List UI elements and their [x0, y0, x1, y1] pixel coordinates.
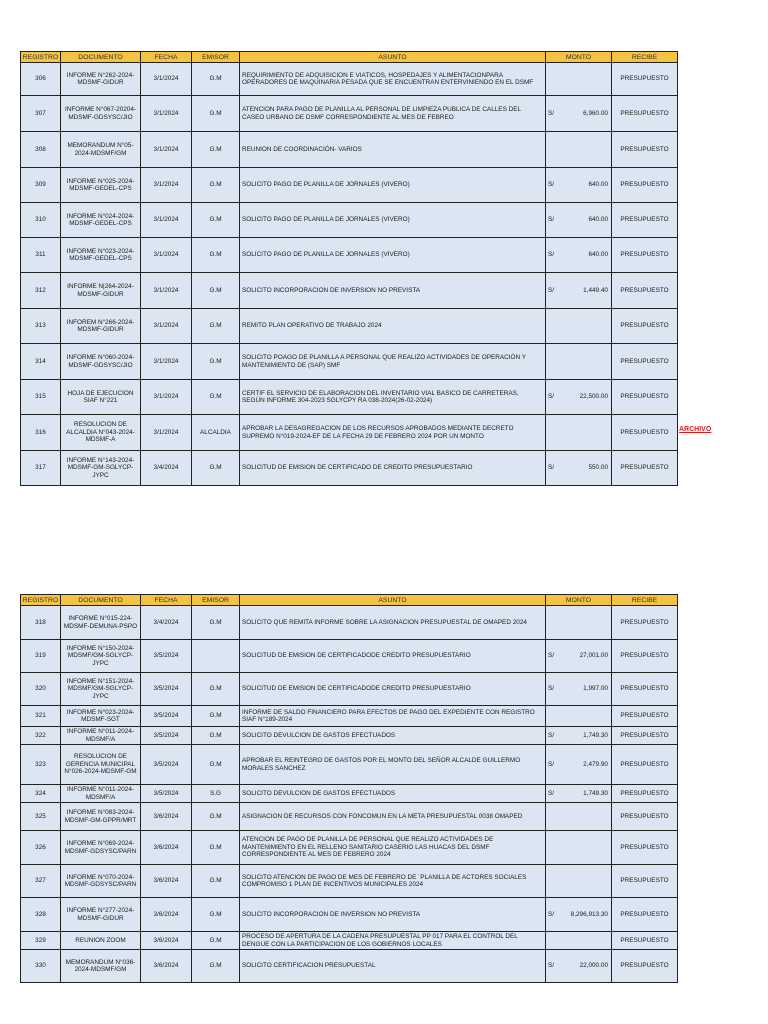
emisor-cell: G.M: [192, 380, 240, 415]
recibe-cell: PRESUPUESTO: [612, 96, 678, 132]
recibe-cell: PRESUPUESTO: [612, 415, 678, 451]
recibe-cell: PRESUPUESTO: [612, 344, 678, 380]
header-registro: REGISTRO: [21, 52, 61, 63]
asunto-cell: SOLICITO POAGO DE PLANILLA A PERSONAL QUE REALIZO ACTIVIDADES DE OPERACIÓN Y MANTENIMIENTO DE (SAP) SMF: [240, 344, 546, 380]
fecha-cell: 3/5/2024: [141, 785, 192, 803]
documento-cell: INFORME N°024-2024-MDSMF-GEDEL-CPS: [61, 203, 141, 238]
fecha-cell: 3/5/2024: [141, 745, 192, 785]
currency-symbol: S/: [548, 652, 555, 660]
emisor-cell: G.M: [192, 706, 240, 727]
currency-symbol: S/: [548, 789, 555, 797]
fecha-cell: 3/4/2024: [141, 606, 192, 640]
monto-cell: [546, 415, 612, 451]
asunto-cell: SOLICITO PAGO DE PLANILLA DE JORNALES (VIVERO): [240, 203, 546, 238]
currency-symbol: S/: [548, 910, 555, 918]
monto-cell: [546, 203, 612, 238]
emisor-cell: G.M: [192, 132, 240, 168]
asunto-cell: SOLICITO QUE REMITA INFORME SOBRE LA ASIGNACION PRESUPUESTAL DE OMAPED 2024: [240, 606, 546, 640]
currency-symbol: S/: [548, 181, 555, 189]
registro-cell: 315: [21, 380, 61, 415]
documento-cell: REUNION ZOOM: [61, 932, 141, 950]
monto-cell: [546, 344, 612, 380]
monto-cell: [546, 309, 612, 344]
currency-symbol: S/: [548, 109, 555, 117]
asunto-cell: APROBAR LA DESAGREGACION DE LOS RECURSOS APROBADOS MEDIANTE DECRETO SUPREMO N°019-2024-EF DE LA FECHA 29 DE FEBRERO 2024 POR UN MONTO: [240, 415, 546, 451]
asunto-cell: ASIGNACION DE RECURSOS CON FONCOMUN EN LA META PRESUPUESTAL 0038 OMAPED: [240, 803, 546, 831]
table-row: [21, 168, 678, 203]
asunto-cell: SOLICITO PAGO DE PLANILLA DE JORNALES (VIVERO): [240, 238, 546, 273]
amount-value: 27,001.00: [579, 652, 608, 660]
emisor-cell: G.M: [192, 606, 240, 640]
recibe-cell: PRESUPUESTO: [612, 950, 678, 983]
fecha-cell: 3/1/2024: [141, 132, 192, 168]
emisor-cell: ALCALDIA: [192, 415, 240, 451]
currency-symbol: S/: [548, 464, 555, 472]
registro-cell: 325: [21, 803, 61, 831]
asunto-cell: SOLICITO INCORPORACION DE INVERSION NO PREVISTA: [240, 273, 546, 309]
recibe-cell: PRESUPUESTO: [612, 932, 678, 950]
currency-symbol: S/: [548, 393, 555, 401]
monto-cell: [546, 803, 612, 831]
table-row: [21, 803, 678, 831]
registro-cell: 312: [21, 273, 61, 309]
currency-symbol: S/: [548, 731, 555, 739]
monto-cell: [546, 168, 612, 203]
fecha-cell: 3/5/2024: [141, 706, 192, 727]
currency-symbol: S/: [548, 251, 555, 259]
header-documento: DOCUMENTO: [61, 52, 141, 63]
fecha-cell: 3/1/2024: [141, 273, 192, 309]
recibe-cell: PRESUPUESTO: [612, 451, 678, 486]
header-monto: MONTO: [546, 595, 612, 606]
recibe-cell: PRESUPUESTO: [612, 380, 678, 415]
registro-cell: 317: [21, 451, 61, 486]
registry-table-1: [20, 51, 678, 486]
monto-cell: [546, 785, 612, 803]
emisor-cell: G.M: [192, 898, 240, 932]
table-row: [21, 706, 678, 727]
asunto-cell: SOLICITO CERTIFICACION PRESUPUESTAL: [240, 950, 546, 983]
emisor-cell: G.M: [192, 203, 240, 238]
table-row: [21, 132, 678, 168]
table-row: [21, 606, 678, 640]
emisor-cell: G.M: [192, 950, 240, 983]
monto-cell: [546, 132, 612, 168]
asunto-cell: PROCESO DE APERTURA DE LA CADENA PRESUPUESTAL PP 017 PARA EL CONTROL DEL DENGUE CON LA PARTICIPACION DE LOS GOBIERNOS LOCALES: [240, 932, 546, 950]
registro-cell: 321: [21, 706, 61, 727]
currency-symbol: S/: [548, 962, 555, 970]
fecha-cell: 3/5/2024: [141, 727, 192, 745]
fecha-cell: 3/4/2024: [141, 451, 192, 486]
table-row: [21, 96, 678, 132]
emisor-cell: G.M: [192, 745, 240, 785]
documento-cell: INFORME N°023-2024-MDSMF-GEDEL-CPS: [61, 238, 141, 273]
recibe-cell: PRESUPUESTO: [612, 706, 678, 727]
fecha-cell: 3/1/2024: [141, 380, 192, 415]
fecha-cell: 3/1/2024: [141, 238, 192, 273]
header-registro: REGISTRO: [21, 595, 61, 606]
recibe-cell: PRESUPUESTO: [612, 309, 678, 344]
monto-cell: [546, 96, 612, 132]
amount-value: 2,479.90: [583, 760, 608, 768]
table-row: [21, 309, 678, 344]
table-row: [21, 727, 678, 745]
monto-cell: [546, 238, 612, 273]
emisor-cell: G.M: [192, 168, 240, 203]
documento-cell: INFORME N°067-20204-MDSMF-GDSYSC/JIO: [61, 96, 141, 132]
registro-cell: 322: [21, 727, 61, 745]
table-row: [21, 203, 678, 238]
amount-value: 640.00: [588, 216, 608, 224]
asunto-cell: APROBAR EL REINTEGRO DE GASTOS POR EL MONTO DEL SEÑOR ALCALDE GUILLERMO MORALES SANCHEZ: [240, 745, 546, 785]
documento-cell: INFORME N°025-2024-MDSMF-GEDEL-CPS: [61, 168, 141, 203]
asunto-cell: ATENCION PARA PAGO DE PLANILLA AL PERSONAL DE LIMPIEZA PUBLICA DE CALLES DEL CASEO URBANO DE DSMF CORRESPONDIENTE AL MES DE FEBREO: [240, 96, 546, 132]
table-row: [21, 865, 678, 898]
recibe-cell: PRESUPUESTO: [612, 745, 678, 785]
registro-cell: 313: [21, 309, 61, 344]
amount-value: 6,960.00: [583, 109, 608, 117]
header-recibe: RECIBE: [612, 52, 678, 63]
amount-value: 1,749.30: [583, 731, 608, 739]
registro-cell: 314: [21, 344, 61, 380]
documento-cell: INFORME N°023-2024-MDSMF-SGT: [61, 706, 141, 727]
table-row: [21, 380, 678, 415]
emisor-cell: G.M: [192, 865, 240, 898]
fecha-cell: 3/1/2024: [141, 309, 192, 344]
emisor-cell: [192, 640, 240, 673]
table-row: [21, 451, 678, 486]
monto-cell: [546, 932, 612, 950]
monto-cell: [546, 706, 612, 727]
monto-cell: [546, 745, 612, 785]
registro-cell: 330: [21, 950, 61, 983]
fecha-cell: 3/1/2024: [141, 203, 192, 238]
fecha-cell: 3/1/2024: [141, 168, 192, 203]
registro-cell: 329: [21, 932, 61, 950]
table-row: [21, 932, 678, 950]
currency-symbol: S/: [548, 216, 555, 224]
monto-cell: [546, 950, 612, 983]
header-fecha: FECHA: [141, 52, 192, 63]
emisor-cell: G.M: [192, 96, 240, 132]
monto-cell: [546, 673, 612, 706]
recibe-cell: PRESUPUESTO: [612, 727, 678, 745]
monto-cell: [546, 63, 612, 96]
currency-symbol: S/: [548, 286, 555, 294]
table-row: [21, 898, 678, 932]
amount-value: 640.00: [588, 251, 608, 259]
table-row: [21, 831, 678, 865]
recibe-cell: PRESUPUESTO: [612, 63, 678, 96]
fecha-cell: 3/6/2024: [141, 803, 192, 831]
emisor-cell: G.M: [192, 309, 240, 344]
monto-cell: [546, 727, 612, 745]
documento-cell: MEMORANDUM N°036-2024-MDSMF/GM: [61, 950, 141, 983]
monto-cell: [546, 865, 612, 898]
asunto-cell: CERTIF EL SERVICIO DE ELABORACION DEL INVENTARIO VIAL BASICO DE CARRETERAS, SEGÚN INFORME 304-2023 SGLYCPY RA 038-2024(26-02-2024): [240, 380, 546, 415]
amount-value: 1,449.40: [583, 286, 608, 294]
documento-cell: INFORME N°015-224-MDSMF-DEMUNA-PSPO: [61, 606, 141, 640]
emisor-cell: G.M: [192, 831, 240, 865]
documento-cell: INFORME N°011-2024-MDSMF/A: [61, 727, 141, 745]
registro-cell: 326: [21, 831, 61, 865]
monto-cell: [546, 273, 612, 309]
emisor-cell: S.G: [192, 785, 240, 803]
registro-cell: 307: [21, 96, 61, 132]
asunto-cell: SOLICITO INCORPORACION DE INVERSION NO PREVISTA: [240, 898, 546, 932]
fecha-cell: 3/6/2024: [141, 950, 192, 983]
registro-cell: 320: [21, 673, 61, 706]
table-row: [21, 344, 678, 380]
emisor-cell: G.M: [192, 344, 240, 380]
registro-cell: 311: [21, 238, 61, 273]
registro-cell: 309: [21, 168, 61, 203]
amount-value: 8,296,913.30: [570, 910, 608, 918]
documento-cell: HOJA DE EJECUCION SIAF N°221: [61, 380, 141, 415]
table-row: [21, 640, 678, 673]
archivo-link[interactable]: ARCHIVO: [679, 426, 712, 433]
documento-cell: INFORME N|264-2024-MDSMF-GIDUR: [61, 273, 141, 309]
recibe-cell: PRESUPUESTO: [612, 831, 678, 865]
asunto-cell: SOLICITUD DE EMISION DE CERTIFICADO DE CREDITO PRESUPUESTARIO: [240, 451, 546, 486]
fecha-cell: 3/1/2024: [141, 344, 192, 380]
header-recibe: RECIBE: [612, 595, 678, 606]
header-asunto: ASUNTO: [240, 595, 546, 606]
asunto-cell: REMITO PLAN OPERATIVO DE TRABAJO 2024: [240, 309, 546, 344]
header-monto: MONTO: [546, 52, 612, 63]
monto-cell: [546, 606, 612, 640]
registro-cell: 318: [21, 606, 61, 640]
recibe-cell: PRESUPUESTO: [612, 785, 678, 803]
documento-cell: INFORME N°060-2024-MDSMF-GDSYSC/JIO: [61, 344, 141, 380]
asunto-cell: SOLICITO ATENCION DE PAGO DE MES DE FEBRERO DE ´PLANILLA DE ACTORES SOCIALES COMPROMISO 1 PLAN DE INCENTIVOS MUNICIPALES 2024: [240, 865, 546, 898]
registro-cell: 306: [21, 63, 61, 96]
amount-value: 550.00: [588, 464, 608, 472]
asunto-cell: SOLICITO PAGO DE PLANILLA DE JORNALES (VIVERO): [240, 168, 546, 203]
registro-cell: 316: [21, 415, 61, 451]
header-documento: DOCUMENTO: [61, 595, 141, 606]
amount-value: 22,500.00: [579, 393, 608, 401]
monto-cell: [546, 898, 612, 932]
documento-cell: INFORME N°011-2024-MDSMF/A: [61, 785, 141, 803]
fecha-cell: 3/1/2024: [141, 63, 192, 96]
emisor-cell: G.M: [192, 932, 240, 950]
asunto-cell: SOLICITO DEVULCION DE GASTOS EFECTUADOS: [240, 727, 546, 745]
recibe-cell: PRESUPUESTO: [612, 273, 678, 309]
documento-cell: INFOREM N°266-2024-MDSMF-GIDUR: [61, 309, 141, 344]
emisor-cell: G.M: [192, 451, 240, 486]
amount-value: 1,997.00: [583, 685, 608, 693]
asunto-cell: ATENCION DE PAGO DE PLANILLA DE PERSONAL QUE REALIZO ACTIVIDADES DE MANTENIMIENTO EN EL RELLENO SANITARIO CASERIO LAS HUACAS DEL DSMF CORRESPONDIENTE AL MES DE FEBRERO 2024: [240, 831, 546, 865]
emisor-cell: G.M: [192, 727, 240, 745]
emisor-cell: G.M: [192, 63, 240, 96]
amount-value: 1,749.30: [583, 789, 608, 797]
asunto-cell: REUNION DE COORDINACIÓN- VARIOS: [240, 132, 546, 168]
monto-cell: [546, 831, 612, 865]
monto-cell: [546, 380, 612, 415]
registry-table-2: [20, 594, 678, 983]
documento-cell: RESOLUCION DE GERENCIA MUNICIPAL N°026-2024-MDSMF-GM: [61, 745, 141, 785]
emisor-cell: G.M: [192, 803, 240, 831]
currency-symbol: S/: [548, 760, 555, 768]
registro-cell: 319: [21, 640, 61, 673]
recibe-cell: PRESUPUESTO: [612, 132, 678, 168]
fecha-cell: 3/5/2024: [141, 640, 192, 673]
registro-cell: 308: [21, 132, 61, 168]
amount-value: 640.00: [588, 181, 608, 189]
registro-cell: 328: [21, 898, 61, 932]
header-asunto: ASUNTO: [240, 52, 546, 63]
table-row: [21, 63, 678, 96]
recibe-cell: PRESUPUESTO: [612, 203, 678, 238]
fecha-cell: 3/6/2024: [141, 932, 192, 950]
recibe-cell: PRESUPUESTO: [612, 168, 678, 203]
documento-cell: INFORME N°262-2024-MDSMF-GIDUR: [61, 63, 141, 96]
header-emisor: EMISOR: [192, 52, 240, 63]
fecha-cell: 3/1/2024: [141, 96, 192, 132]
documento-cell: INFORME N°143-2024-MDSMF-GM-SGLYCP-JYPC: [61, 451, 141, 486]
table-row: [21, 745, 678, 785]
documento-cell: INFORME N°070-2024-MDSMF-GDSYSC/PARN: [61, 865, 141, 898]
recibe-cell: PRESUPUESTO: [612, 673, 678, 706]
registro-cell: 310: [21, 203, 61, 238]
fecha-cell: 3/6/2024: [141, 865, 192, 898]
table-header-row: [21, 52, 678, 63]
documento-cell: INFORME N°277-2024-MDSMF-GIDUR: [61, 898, 141, 932]
documento-cell: INFORME N°083-2024-MDSMF-GM-GPPR/MRT: [61, 803, 141, 831]
registro-cell: 323: [21, 745, 61, 785]
documento-cell: MEMORANDUM N°05-2024-MDSMF/GM: [61, 132, 141, 168]
recibe-cell: PRESUPUESTO: [612, 606, 678, 640]
asunto-cell: SOLICITUD DE EMISION DE CERTIFICADODE CREDITO PRESUPUESTARIO: [240, 673, 546, 706]
asunto-cell: REQUIRIMIENTO DE ADQUISICION E VIATICOS, HOSPEDAJES Y ALIMENTACIONPARA OPERADORES DE MAQUINARIA PESADA QUE SE ENCUENTRAN ENTERVINIENDO EN EL DSMF: [240, 63, 546, 96]
table-row: [21, 415, 678, 451]
asunto-cell: SOLICITO DEVULCION DE GASTOS EFECTUADOS: [240, 785, 546, 803]
documento-cell: INFORME N°151-2024-MDSMF/GM-SGLYCP-JYPC: [61, 673, 141, 706]
monto-cell: [546, 640, 612, 673]
table-row: [21, 950, 678, 983]
registro-cell: 324: [21, 785, 61, 803]
table-row: [21, 785, 678, 803]
recibe-cell: PRESUPUESTO: [612, 238, 678, 273]
table-row: [21, 273, 678, 309]
documento-cell: INFORME N°150-2024-MDSMF/GM-SGLYCP-JYPC: [61, 640, 141, 673]
table-row: [21, 673, 678, 706]
emisor-cell: G.M: [192, 238, 240, 273]
header-fecha: FECHA: [141, 595, 192, 606]
registro-cell: 327: [21, 865, 61, 898]
table-row: [21, 238, 678, 273]
recibe-cell: PRESUPUESTO: [612, 898, 678, 932]
monto-cell: [546, 451, 612, 486]
documento-cell: INFORME N°069-2024-MDSMF-GDSYSC/PARN: [61, 831, 141, 865]
recibe-cell: PRESUPUESTO: [612, 803, 678, 831]
currency-symbol: S/: [548, 685, 555, 693]
asunto-cell: INFORME DE SALDO FINANCIERO PARA EFECTOS DE PAGO DEL EXPEDIENTE CON REGISTRO SIAF N°189-2024: [240, 706, 546, 727]
recibe-cell: PRESUPUESTO: [612, 640, 678, 673]
documento-cell: RESOLUCION DE ALCALDIA N°043-2024-MDSMF-A: [61, 415, 141, 451]
recibe-cell: PRESUPUESTO: [612, 865, 678, 898]
table-header-row: [21, 595, 678, 606]
amount-value: 22,000.00: [579, 962, 608, 970]
asunto-cell: SOLICITUD DE EMISION DE CERTIFICADODE CREDITO PRESUPUESTARIO: [240, 640, 546, 673]
fecha-cell: 3/6/2024: [141, 898, 192, 932]
fecha-cell: 3/5/2024: [141, 673, 192, 706]
fecha-cell: 3/1/2024: [141, 415, 192, 451]
emisor-cell: G.M: [192, 273, 240, 309]
header-emisor: EMISOR: [192, 595, 240, 606]
fecha-cell: 3/6/2024: [141, 831, 192, 865]
emisor-cell: G.M: [192, 673, 240, 706]
